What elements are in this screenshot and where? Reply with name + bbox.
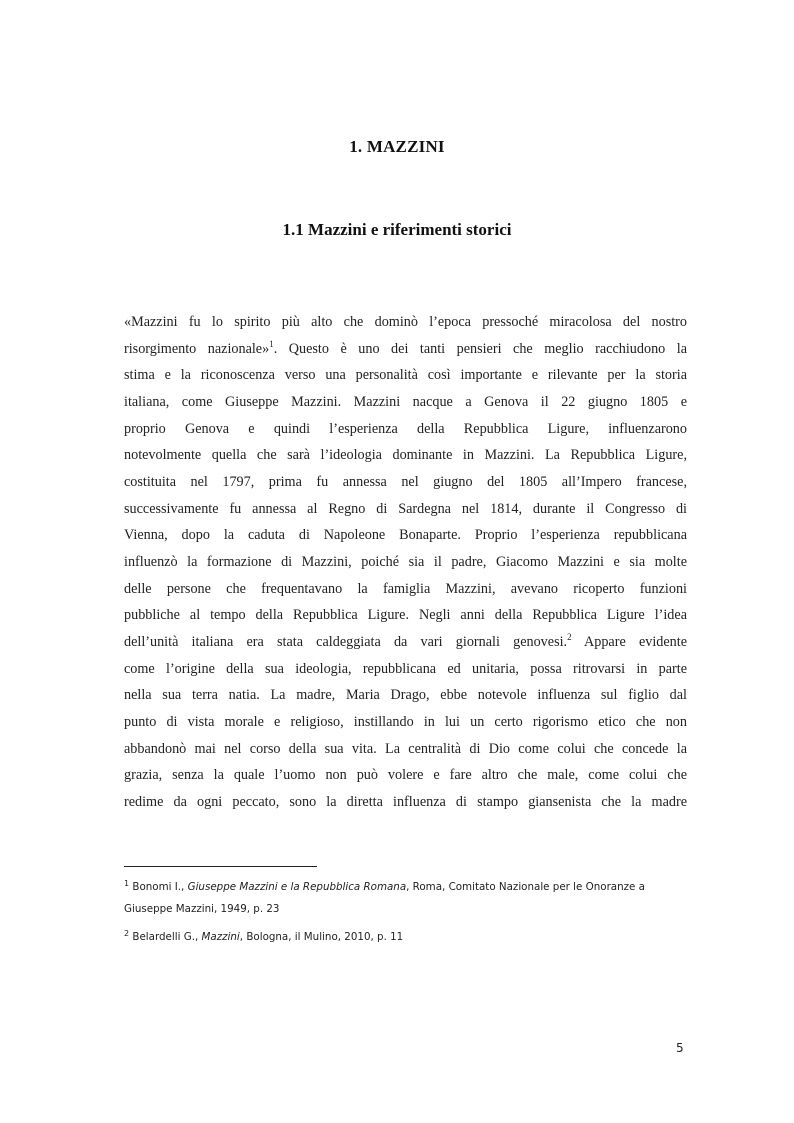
body-line: proprio Genova e quindi l’esperienza della Repubblica Ligure, influenzarono — [124, 420, 687, 437]
body-line: influenzò la formazione di Mazzini, poiché sia il padre, Giacomo Mazzini e sia molte — [124, 553, 687, 570]
body-line: «Mazzini fu lo spirito più alto che dominò l’epoca pressoché miracolosa del nostro — [124, 314, 687, 330]
footnote-text: , Roma, Comitato Nazionale per le Onoranze a — [406, 881, 645, 893]
body-line-rest: Appare evidente — [584, 633, 687, 650]
section-title: 1.1 Mazzini e riferimenti storici — [282, 220, 512, 239]
body-line: pubbliche al tempo della Repubblica Ligure. Negli anni della Repubblica Ligure l’idea — [124, 607, 687, 624]
body-line: Vienna, dopo la caduta di Napoleone Bonaparte. Proprio l’esperienza repubblicana — [124, 527, 687, 544]
footnote-text: Bonomi I., — [132, 881, 188, 893]
body-line: come l’origine della sua ideologia, repubblicana ed unitaria, possa ritrovarsi in parte — [124, 660, 687, 677]
footnote-2 — [124, 926, 684, 948]
body-line: punto di vista morale e religioso, instillando in lui un certo rigorismo etico che non — [124, 713, 687, 730]
footnote-ref: 2 — [567, 631, 572, 642]
body-line: risorgimento nazionale»$^1$. Questo è uno dei tanti pensieri che meglio racchiudono la — [124, 338, 687, 357]
footnote-separator — [124, 866, 317, 867]
body-line: delle persone che frequentavano la famiglia Mazzini, avevano ricoperto funzioni — [124, 580, 687, 597]
body-line: grazia, senza la quale l’uomo non può volere e fare altro che male, come colui che — [124, 767, 687, 784]
body-line-start: dell’unità italiana era stata caldeggiata da vari giornali genovesi. — [124, 633, 568, 650]
body-line-start: risorgimento nazionale» — [124, 340, 270, 357]
body-line: nella sua terra natia. La madre, Maria Drago, ebbe notevole influenza sul figlio dal — [124, 687, 687, 704]
footnote-text: Giuseppe Mazzini, 1949, p. 23 — [124, 903, 280, 915]
footnote-number: 2 — [124, 929, 130, 938]
body-line: italiana, come Giuseppe Mazzini. Mazzini nacque a Genova il 22 giugno 1805 e — [124, 393, 687, 410]
footnote-ref: 1 — [269, 338, 274, 349]
body-line-rest: Questo è uno dei tanti pensieri che meglio racchiudono la — [288, 340, 687, 357]
body-line: redime da ogni peccato, sono la diretta influenza di stampo giansenista che la madre — [124, 793, 687, 810]
body-line: notevolmente quella che sarà l’ideologia dominante in Mazzini. La Repubblica Ligure, — [124, 447, 687, 464]
footnote-title: Mazzini — [201, 931, 240, 943]
body-paragraph — [124, 309, 687, 815]
footnote-1 — [124, 876, 684, 920]
chapter-title: 1. MAZZINI — [349, 137, 445, 156]
body-line: abbandonò mai nel corso della sua vita. La centralità di Dio come colui che concede la — [124, 740, 687, 757]
body-line: successivamente fu annessa al Regno di Sardegna nel 1814, durante il Congresso di — [124, 500, 687, 517]
body-line: stima e la riconoscenza verso una personalità così importante e rilevante per la storia — [124, 367, 687, 384]
footnote-title: Giuseppe Mazzini e la Repubblica Romana — [187, 881, 407, 893]
page-number: 5 — [676, 1041, 684, 1055]
footnote-number: 1 — [124, 879, 130, 888]
body-line: costituita nel 1797, prima fu annessa nel giugno del 1805 all’Impero francese, — [124, 473, 687, 490]
body-line — [124, 629, 687, 656]
footnote-text: , Bologna, il Mulino, 2010, p. 11 — [239, 931, 404, 943]
footnote-text: Belardelli G., — [132, 931, 202, 943]
